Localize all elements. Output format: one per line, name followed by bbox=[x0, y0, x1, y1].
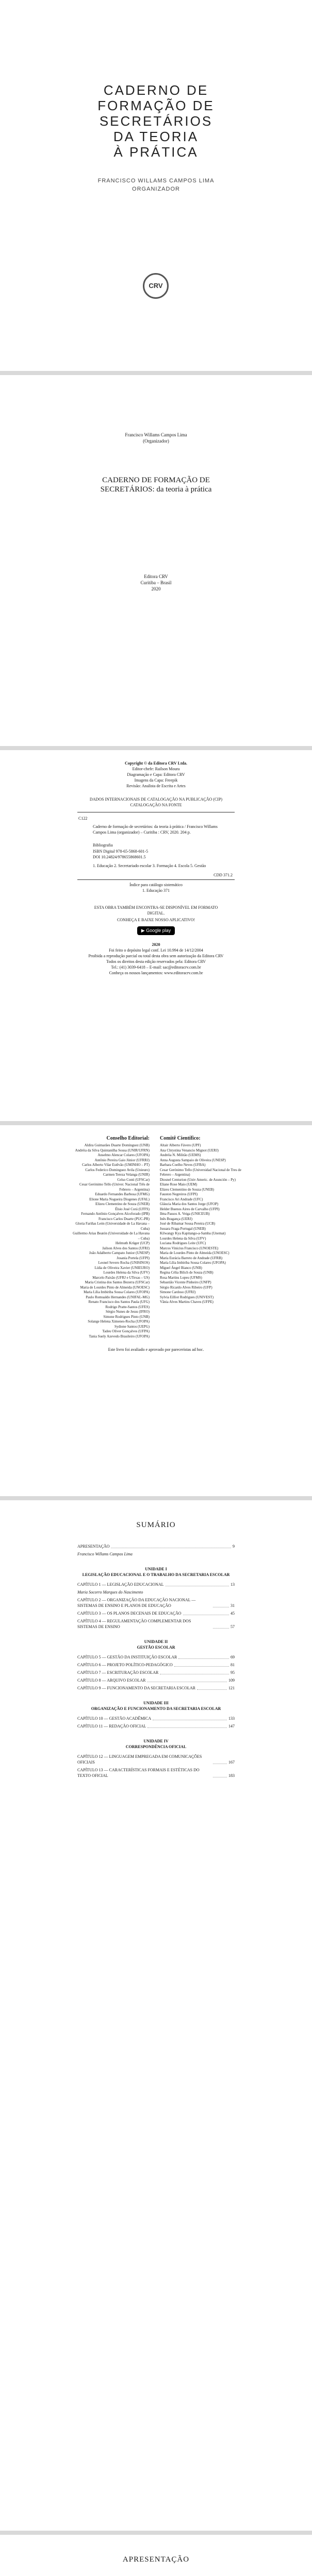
toc-entry-text: CAPÍTULO 10 — GESTÃO ACADÊMICA bbox=[77, 1716, 152, 1721]
catalog-index-item: 1. Educação 371 bbox=[142, 888, 170, 893]
toc-entry[interactable] bbox=[77, 1685, 235, 1691]
council-member: Elione Maria Nogueira Diogenes (UFAL) bbox=[89, 1197, 150, 1201]
toc-entry[interactable] bbox=[77, 1767, 235, 1778]
toc-entry-text: Francisco Willams Campos Lima bbox=[77, 1552, 133, 1556]
toc-page-number: 57 bbox=[231, 1624, 235, 1629]
toc-page-number: 133 bbox=[228, 1716, 235, 1721]
council-member: Míguel Ángel Bianco (UNB) bbox=[160, 1265, 202, 1270]
presentation-title: APRESENTAÇÃO bbox=[122, 2555, 190, 2564]
council-member: Lourdes Helena da Silva (UFV) bbox=[103, 1270, 150, 1275]
cip-box bbox=[77, 812, 235, 880]
council-member: Luciana Rodrigues Leite (UFC) bbox=[160, 1241, 206, 1245]
council-left-title: Conselho Editorial: bbox=[106, 1136, 150, 1141]
toc-page-number: 81 bbox=[231, 1663, 235, 1667]
cover-editor: FRANCISCO WILLAMS CAMPOS LIMA bbox=[97, 178, 215, 184]
app-notice: CONHEÇA E BAIXE NOSSO APLICATIVO! bbox=[117, 918, 195, 922]
toc-entry[interactable] bbox=[77, 1582, 235, 1587]
council-member: Solange Helena Ximenes-Rocha (UFOPA) bbox=[88, 1319, 150, 1324]
toc-unit-title: CORRESPONDÊNCIA OFICIAL bbox=[125, 1744, 187, 1749]
council-left-list bbox=[72, 1143, 150, 1339]
toc-page-number: 147 bbox=[228, 1724, 235, 1728]
legal-line: Proibida a reprodução parcial ou total desta obra sem autorização da Editora CRV bbox=[88, 954, 224, 958]
toc-page bbox=[0, 1500, 312, 2531]
cip-body: Caderno de formação de secretários: da teoria à prática / Francisco Willams Campos Lima (organizador) – Curitiba : CRV, 2020. 204 p. bbox=[93, 824, 218, 835]
council-member: Eduardo Fernandes Barbosa (UFMG) bbox=[95, 1192, 150, 1196]
toc-entry[interactable] bbox=[77, 1589, 235, 1595]
council-left-column bbox=[72, 1136, 150, 1339]
council-member: Helder Buenos Aires de Carvalho (UFPI) bbox=[160, 1207, 220, 1211]
council-member: Fauston Negreiros (UFPI) bbox=[160, 1192, 198, 1196]
toc-entry-text: Maria Socorro Marques do Nascimento bbox=[77, 1590, 143, 1595]
cip-keywords: 1. Educação 2. Secretariado escolar 3. Formação 4. Escola 5. Gestão bbox=[93, 863, 206, 868]
toc-entry-text: CAPÍTULO 8 — ARQUIVO ESCOLAR bbox=[77, 1678, 146, 1683]
toc-entry[interactable] bbox=[77, 1670, 235, 1675]
toc-page-number: 69 bbox=[231, 1655, 235, 1659]
council-member: Sydione Santos (UEPG) bbox=[114, 1324, 150, 1329]
toc-unit bbox=[77, 1639, 235, 1650]
toc-page-number: 45 bbox=[231, 1611, 235, 1616]
council-member: Sebastião Vicente Pinheiro (UNFP) bbox=[160, 1280, 211, 1284]
title-page-publisher: Editora CRV bbox=[144, 574, 168, 579]
cover-title-line: SECRETÁRIOS bbox=[99, 113, 213, 129]
council-member: Ilma Passos A. Veiga (UNICEUB) bbox=[160, 1212, 210, 1216]
council-member: Helmuth Krüger (UCP) bbox=[115, 1241, 150, 1245]
council-member: Élsio José Corá (UFFS) bbox=[115, 1207, 150, 1211]
council-member: Paulo Romualdo Hernandes (UNIFAL-MG) bbox=[86, 1295, 150, 1299]
council-member: Maria de Lourdes Pinto de Almeida (UNOESC) bbox=[80, 1285, 150, 1290]
council-member: Eliane Rose Maio (UEM) bbox=[160, 1182, 198, 1187]
council-member: Carlos Alberto Vilar Estêvão (UMINHO – PT) bbox=[82, 1163, 150, 1167]
council-member: Guillermo Arias Beatón (Universidade de La Havana – Cuba) bbox=[73, 1231, 150, 1241]
title-page bbox=[0, 375, 312, 746]
council-member: Gloria Fariñas León (Universidade de La Havana – Cuba) bbox=[75, 1222, 150, 1231]
council-member: Andréia da Silva Quintanilha Sousa (UNIR/UFRN) bbox=[75, 1148, 150, 1153]
title-page-title: CADERNO DE FORMAÇÃO DE SECRETÁRIOS: da teoria à prática bbox=[100, 476, 212, 494]
council-member: Cesar Gerónimo Tello (Universidad Nacional de Tres de Febrero – Argentina) bbox=[160, 1167, 241, 1177]
toc-leader bbox=[147, 1727, 227, 1728]
council-page bbox=[0, 1125, 312, 1496]
council-member: Rodrigo Pratte-Santos (UFES) bbox=[105, 1304, 150, 1309]
legal-block bbox=[0, 942, 312, 976]
council-member: Elizeu Clementino de Souza (UNEB) bbox=[160, 1187, 214, 1192]
council-member: Simone Cardoso (UFRJ) bbox=[160, 1290, 196, 1294]
store-badge-wrap bbox=[0, 925, 312, 935]
toc-page-number: 31 bbox=[231, 1603, 235, 1608]
cip-code: C122 bbox=[78, 816, 88, 821]
page-separator bbox=[0, 746, 312, 750]
play-icon: ▶ bbox=[141, 928, 145, 933]
council-member: Barbara Coelho Neves (UFBA) bbox=[160, 1163, 206, 1167]
council-member: Cesar Gerónimo Tello (Univer. Nacional Três de Febrero – Argentina) bbox=[79, 1182, 150, 1192]
toc-unit bbox=[77, 1738, 235, 1750]
presentation-page bbox=[0, 2535, 312, 2576]
toc-entry-text: CAPÍTULO 7 — ESCRITURAÇÃO ESCOLAR bbox=[77, 1670, 159, 1675]
crv-logo bbox=[143, 273, 169, 299]
toc-unit-label: UNIDADE II bbox=[144, 1639, 168, 1644]
council-member: Ana Chrystina Venancio Mignot (UERJ) bbox=[160, 1148, 219, 1153]
toc-unit-title: LEGISLAÇÃO EDUCACIONAL E O TRABALHO DA SECRETARIA ESCOLAR bbox=[82, 1572, 230, 1577]
toc-entry[interactable] bbox=[77, 1654, 235, 1660]
council-member: Gláucia Maria dos Santos Jorge (UFOP) bbox=[160, 1202, 219, 1206]
copyright-block bbox=[0, 760, 312, 789]
toc-entry[interactable] bbox=[77, 1754, 235, 1765]
google-play-badge[interactable] bbox=[137, 926, 175, 935]
council-member: Maria de Lourdes Pinto de Almeida (UNOESC) bbox=[160, 1251, 229, 1255]
council-member: José de Ribamar Sousa Pereira (UCB) bbox=[160, 1222, 216, 1226]
legal-line: Tel.: (41) 3039-6418 – E-mail: sac@editoracrv.com.br bbox=[111, 965, 201, 970]
catalog-index-title: Índice para catálogo sistemático bbox=[129, 883, 183, 887]
toc-entry[interactable] bbox=[77, 1723, 235, 1729]
cip-bibliography: Bibliografia bbox=[93, 843, 113, 848]
toc-entry-text: CAPÍTULO 9 — FUNCIONAMENTO DA SECRETARIA ESCOLAR bbox=[77, 1686, 196, 1690]
cover-title-line: DA TEORIA bbox=[113, 129, 199, 144]
cip-title: DADOS INTERNACIONAIS DE CATALOGAÇÃO NA PUBLICAÇÃO (CIP) bbox=[89, 797, 223, 802]
cover-title-line: CADERNO DE bbox=[103, 82, 209, 98]
cover-editor-role: ORGANIZADOR bbox=[132, 186, 180, 192]
council-member: Rosa Martins Lopes (UFMS) bbox=[160, 1275, 202, 1280]
council-footer: Este livro foi avaliado e aprovado por pareceristas ad hoc. bbox=[108, 1347, 204, 1352]
toc-entry-text: CAPÍTULO 3 — OS PLANOS DECENAIS DE EDUCAÇÃO bbox=[77, 1611, 182, 1616]
title-page-city: Curitiba – Brasil bbox=[140, 580, 172, 585]
council-member: Sylvia Eilliot Rodrigues (UNIVEST) bbox=[160, 1295, 214, 1299]
council-member: Fernando Antônio Gonçalves Alcoforado (IPB) bbox=[81, 1212, 150, 1216]
toc-unit-title: ORGANIZAÇÃO E FUNCIONAMENTO DA SECRETARIA ESCOLAR bbox=[91, 1706, 221, 1711]
toc-title: SUMÁRIO bbox=[136, 1521, 176, 1529]
toc-entry[interactable] bbox=[77, 1618, 235, 1630]
council-member: Anna Augusta Sampaio de Oliveira (UNESP) bbox=[160, 1158, 226, 1162]
council-member: Vânia Alves Martins Chaves (UFPE) bbox=[160, 1300, 214, 1304]
copyright-line: Diagramação e Capa: Editora CRV bbox=[127, 772, 185, 777]
copyright-page bbox=[0, 750, 312, 1121]
toc-unit-title: GESTÃO ESCOLAR bbox=[137, 1645, 175, 1650]
cover-title-line: FORMAÇÃO DE bbox=[97, 98, 215, 113]
council-member: Tania Suely Azevedo Brasileiro (UFOPA) bbox=[89, 1334, 150, 1338]
cover-title bbox=[0, 82, 312, 160]
toc-unit-label: UNIDADE IV bbox=[143, 1739, 169, 1743]
council-member: Antônio Pereira Gaio Júnior (UFRRJ) bbox=[94, 1158, 150, 1162]
council-member: Sérgio Nunes de Jesus (IFRO) bbox=[105, 1310, 150, 1314]
toc-entry[interactable] bbox=[77, 1662, 235, 1668]
council-member: Francisco Ari Andrade (UFC) bbox=[160, 1197, 203, 1201]
cip-subtitle: CATALOGAÇÃO NA FONTE bbox=[130, 803, 182, 807]
toc-leader bbox=[197, 1689, 227, 1690]
copyright-line: Imagens da Capa: Freepik bbox=[134, 778, 178, 783]
crv-logo-text: CRV bbox=[149, 282, 163, 290]
toc-page-number: 183 bbox=[228, 1773, 235, 1778]
toc-entry-text: CAPÍTULO 13 — CARACTERÍSTICAS FORMAIS E ESTÉTICAS DO TEXTO OFICIAL bbox=[77, 1768, 200, 1778]
toc-page-number: 109 bbox=[228, 1678, 235, 1683]
council-member: Regina Célia Bilich de Souza (UNB) bbox=[160, 1270, 214, 1275]
page-separator bbox=[0, 371, 312, 375]
toc-entry-text: CAPÍTULO 5 — GESTÃO DA INSTITUIÇÃO ESCOLAR bbox=[77, 1655, 177, 1659]
council-member: Josania Portela (UFPI) bbox=[117, 1256, 150, 1260]
toc-page-number: 167 bbox=[228, 1760, 235, 1765]
cip-cdd: CDD 371.2 bbox=[214, 873, 233, 877]
council-member: Renato Francisco dos Santos Paula (UFG) bbox=[88, 1300, 150, 1304]
toc-entry-text: CAPÍTULO 12 — LINGUAGEM EMPREGADA EM COMUNICAÇÕES OFICIAIS bbox=[77, 1754, 202, 1765]
page-separator bbox=[0, 2531, 312, 2535]
toc-page-number: 9 bbox=[233, 1544, 235, 1549]
toc-entry[interactable] bbox=[77, 1677, 235, 1683]
toc-unit bbox=[77, 1700, 235, 1711]
council-member: Marcos Vinicius Francisco (UNOESTE) bbox=[160, 1246, 219, 1250]
council-member: Lourdes Helena da Silva (UFV) bbox=[160, 1236, 206, 1241]
council-right-title: Comitê Científico: bbox=[160, 1136, 201, 1141]
toc-entry-text: CAPÍTULO 4 — REGULAMENTAÇÃO COMPLEMENTAR DOS SISTEMAS DE ENSINO bbox=[77, 1619, 191, 1629]
cip-doi: DOI 10.24824/978655868601.5 bbox=[93, 855, 146, 859]
council-member: Altair Alberto Fávero (UPF) bbox=[160, 1143, 201, 1147]
toc-entry[interactable] bbox=[77, 1551, 235, 1557]
copyright-line: Editor-chefe: Railson Moura bbox=[132, 767, 180, 771]
toc-unit bbox=[77, 1566, 235, 1578]
toc-unit-label: UNIDADE I bbox=[145, 1567, 167, 1571]
council-member: Maria Eurácia Barreto de Andrade (UFRB) bbox=[160, 1256, 223, 1260]
toc-entry[interactable] bbox=[77, 1716, 235, 1721]
legal-line: Todos os direitos desta edição reservados pela: Editora CRV bbox=[106, 959, 206, 964]
council-member: João Adalberto Campato Junior (UNESP) bbox=[89, 1251, 150, 1255]
page-separator bbox=[0, 1496, 312, 1500]
council-member: Andréia N. Militão (UEMS) bbox=[160, 1153, 201, 1157]
council-member: Sérgio Ricardo Alves Ribeiro (UFP) bbox=[160, 1285, 212, 1290]
council-member: Elizeu Clementino de Souza (UNEB) bbox=[95, 1202, 150, 1206]
council-member: Aldira Guimarães Duarte Domínguez (UNB) bbox=[84, 1143, 150, 1147]
toc-page-number: 13 bbox=[231, 1582, 235, 1587]
council-member: Jailson Alves dos Santos (UFRJ) bbox=[102, 1246, 150, 1250]
council-member: Leonel Severo Rocha (UNISINOS) bbox=[98, 1261, 150, 1265]
digital-notice: ESTA OBRA TAMBÉM ENCONTRA-SE DISPONÍVEL EM FORMATO DIGITAL. bbox=[94, 905, 218, 916]
council-member: Kilwangy Kya Kapitango-a-Samba (Unemat) bbox=[160, 1231, 226, 1235]
cip-isbn: ISBN Digital 978-65-5868-601-5 bbox=[93, 849, 149, 854]
council-member: Francisco Carlos Duarte (PUC-PR) bbox=[98, 1216, 150, 1221]
toc-page-number: 95 bbox=[231, 1670, 235, 1675]
council-right-list bbox=[160, 1143, 242, 1305]
council-member: Diosnel Centurion (Univ Americ. de Asunción – Py) bbox=[160, 1177, 236, 1182]
toc-leader bbox=[178, 1658, 229, 1659]
council-member: Simone Rodrigues Pinto (UNB) bbox=[103, 1314, 150, 1319]
council-member: Anselmo Alencar Colares (UFOPA) bbox=[97, 1153, 150, 1157]
title-page-editor: Francisco Willams Campos Lima bbox=[125, 432, 187, 437]
toc-list bbox=[77, 1541, 235, 1781]
copyright-line: Copyright © da Editora CRV Ltda. bbox=[124, 761, 188, 766]
toc-leader bbox=[213, 1628, 229, 1629]
title-page-year: 2020 bbox=[151, 586, 161, 591]
copyright-line: Revisão: Analista de Escrita e Artes bbox=[126, 784, 186, 788]
toc-entry[interactable] bbox=[77, 1611, 235, 1616]
legal-line: Conheça os nossos lançamentos: www.editoracrv.com.br bbox=[109, 971, 203, 975]
council-member: Tadeu Oliver Gonçalves (UFPA) bbox=[102, 1329, 150, 1333]
title-page-editor-role: (Organizador) bbox=[143, 438, 169, 444]
toc-page-number: 121 bbox=[228, 1686, 235, 1690]
council-member: Inês Bragança (UERJ) bbox=[160, 1216, 192, 1221]
store-badge-label: Google play bbox=[146, 928, 171, 933]
cover-title-line: À PRÁTICA bbox=[113, 144, 199, 160]
council-member: Maria Lília Imbiriba Sousa Colares (UFOPA) bbox=[84, 1290, 150, 1294]
council-member: Jussara Fraga Portugal (UNEB) bbox=[160, 1226, 206, 1231]
legal-line: 2020 bbox=[152, 942, 160, 947]
toc-entry-text: APRESENTAÇÃO bbox=[77, 1544, 110, 1549]
council-member: Maria Cristina dos Santos Bezerra (UFSCar) bbox=[85, 1280, 150, 1284]
toc-entry-text: CAPÍTULO 11 — REDAÇÃO OFICIAL bbox=[77, 1724, 146, 1728]
council-member: Lídia de Oliveira Xavier (UNIEURO) bbox=[94, 1265, 150, 1270]
toc-entry[interactable] bbox=[77, 1597, 235, 1608]
toc-entry-text: CAPÍTULO 6 — PROJETO POLÍTICO-PEDAGÓGICO bbox=[77, 1663, 173, 1667]
page-separator bbox=[0, 1121, 312, 1125]
legal-line: Foi feito o depósito legal conf. Lei 10.994 de 14/12/2004 bbox=[109, 948, 203, 953]
council-member: Celso Conti (UFSCar) bbox=[117, 1177, 150, 1182]
council-member: Carlos Federico Dominguez Avila (Unieuro) bbox=[85, 1167, 150, 1172]
council-member: Marcelo Paixão (UFRJ e UTexas – US) bbox=[92, 1275, 150, 1280]
council-member: Carmen Tereza Velanga (UNIR) bbox=[103, 1173, 150, 1177]
cover-page bbox=[0, 0, 312, 371]
toc-entry-text: CAPÍTULO 2 — ORGANIZAÇÃO DA EDUCAÇÃO NACIONAL — SISTEMAS DE ENSINO E PLANOS DE EDUCAÇÃO bbox=[77, 1598, 196, 1608]
toc-unit-label: UNIDADE III bbox=[143, 1701, 169, 1705]
toc-entry-text: CAPÍTULO 1 — LEGISLAÇÃO EDUCACIONAL bbox=[77, 1582, 164, 1587]
council-member: Maria Lília Imbiriba Sousa Colares (UFOPA) bbox=[160, 1261, 226, 1265]
council-right-column bbox=[160, 1136, 242, 1305]
toc-entry[interactable] bbox=[77, 1544, 235, 1549]
toc-leader bbox=[174, 1666, 229, 1667]
